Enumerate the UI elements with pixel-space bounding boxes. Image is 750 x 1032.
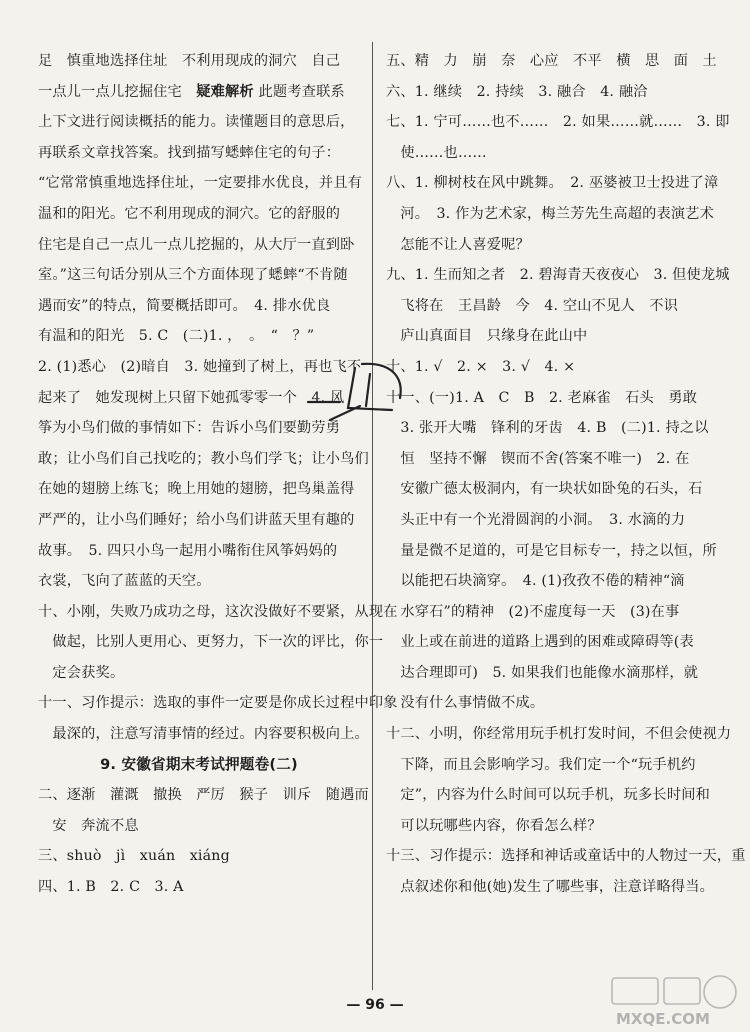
- right-answer-line: 八、1. 柳树枝在风中跳舞。 2. 巫婆被卫士投进了漳: [386, 175, 719, 192]
- left-answer-line: 十、小刚，失败乃成功之母，这次没做好不要紧，从现在: [38, 603, 398, 620]
- right-answer-line: 怎能不让人喜爱呢？: [386, 236, 530, 253]
- left-answer-line: 起来了 她发现树上只留下她孤零零一个 4. 风: [38, 389, 345, 406]
- page-number: — 96 —: [346, 997, 404, 1013]
- right-answer-line: 安徽广德太极洞内，有一块状如卧兔的石头，石: [386, 481, 703, 498]
- left-answer-line: 严严的，让小鸟们睡好；给小鸟们讲蓝天里有趣的: [38, 511, 355, 528]
- left-answer-line: 有温和的阳光 5. C (二)1. ， 。 “ ？”: [38, 328, 315, 345]
- right-answer-line: 量是微不足道的，可是它目标专一，持之以恒，所: [386, 542, 717, 559]
- left-answer-lines: [38, 46, 398, 750]
- left-answer-line: 做起，比别人更用心、更努力，下一次的评比，你一: [38, 634, 384, 651]
- left-answer-line: 足 慎重地选择住址 不利用现成的洞穴 自己: [38, 53, 341, 69]
- right-answer-line: 定”，内容为什么时间可以玩手机，玩多长时间和: [386, 787, 710, 804]
- left-answer-line: 二、逐渐 灌溉 撤换 严厉 猴子 训斥 随遇而: [38, 787, 369, 804]
- left-answer-line: 安 奔流不息: [38, 817, 139, 834]
- right-answer-line: 飞将在 王昌龄 今 4. 空山不见人 不识: [386, 297, 679, 314]
- right-answer-line: 点叙述你和他(她)发生了哪些事，注意详略得当。: [386, 879, 714, 896]
- left-answer-line: 一点儿一点儿挖掘住宅 疑难解析 此题考查联系: [38, 83, 345, 100]
- right-answer-line: 使……也……: [386, 144, 487, 161]
- left-answer-line: 定会获奖。: [38, 664, 125, 681]
- left-answer-line: 上下文进行阅读概括的能力。读懂题目的意思后，: [38, 114, 355, 131]
- right-answer-line: 可以玩哪些内容，你看怎么样？: [386, 817, 602, 834]
- right-answer-line: 3. 张开大嘴 锋利的牙齿 4. B (二)1. 持之以: [386, 420, 709, 437]
- right-answer-line: 下降，而且会影响学习。我们定一个“玩手机约: [386, 756, 696, 773]
- left-answer-line: 遇而安”的特点，简要概括即可。 4. 排水优良: [38, 297, 331, 314]
- left-answer-line: 最深的，注意写清事情的经过。内容要积极向上。: [38, 726, 369, 743]
- right-answer-line: 业上或在前进的道路上遇到的困难或障碍等(表: [386, 634, 694, 651]
- right-answer-line: 十一、(一)1. A C B 2. 老麻雀 石头 勇敢: [386, 389, 698, 406]
- left-answer-line: 衣裳，飞向了蓝蓝的天空。: [38, 573, 211, 590]
- right-answer-line: 五、精 力 崩 奈 心应 不平 横 思 面 土: [386, 53, 717, 69]
- left-column: [38, 46, 398, 903]
- left-answer-line: 故事。 5. 四只小鸟一起用小嘴衔住风筝妈妈的: [38, 542, 338, 559]
- left-answer-line: 敢；让小鸟们自己找吃的；教小鸟们学飞；让小鸟们: [38, 450, 369, 467]
- right-answer-line: 没有什么事情做不成。: [386, 695, 545, 712]
- right-answer-line: 十二、小明，你经常用玩手机打发时间，不但会使视力: [386, 726, 732, 743]
- right-answer-line: 六、1. 继续 2. 持续 3. 融合 4. 融洽: [386, 83, 648, 100]
- left-answer-line: 室。”这三句话分别从三个方面体现了蟋蟀“不肯随: [38, 267, 348, 284]
- left-answer-line: 在她的翅膀上练飞；晚上用她的翅膀，把鸟巢盖得: [38, 481, 355, 498]
- column-divider: [372, 42, 373, 990]
- right-answer-line: 水穿石”的精神 (2)不虚度每一天 (3)在事: [386, 603, 680, 620]
- right-answer-line: 以能把石块滴穿。 4. (1)孜孜不倦的精神“滴: [386, 573, 685, 590]
- right-answer-line: 七、1. 宁可……也不…… 2. 如果……就…… 3. 即: [386, 114, 730, 131]
- analysis-tag: 疑难解析: [196, 83, 254, 100]
- left-answer-line: 住宅是自己一点儿一点儿挖掘的，从大厅一直到卧: [38, 236, 355, 253]
- left-answer-line: “它常常慎重地选择住址，一定要排水优良，并且有: [38, 175, 362, 192]
- section-title: 9. 安徽省期末考试押题卷(二): [100, 755, 298, 773]
- right-answer-line: 恒 坚持不懈 锲而不舍(答案不唯一) 2. 在: [386, 450, 690, 467]
- left-answer-line: 温和的阳光。它不利用现成的洞穴。它的舒服的: [38, 205, 341, 222]
- left-answer-line: 筝为小鸟们做的事情如下：告诉小鸟们要勤劳勇: [38, 420, 341, 437]
- left-answer-line: 再联系文章找答案。找到描写蟋蟀住宅的句子：: [38, 144, 341, 161]
- right-answer-lines: [386, 46, 746, 903]
- right-answer-line: 十、1. √ 2. × 3. √ 4. ×: [386, 358, 576, 375]
- right-answer-line: 庐山真面目 只缘身在此山中: [386, 328, 588, 345]
- left-after-title-lines: [38, 780, 369, 902]
- left-answer-line: 四、1. B 2. C 3. A: [38, 879, 184, 896]
- left-answer-line: 十一、习作提示：选取的事件一定要是你成长过程中印象: [38, 695, 398, 712]
- right-answer-line: 十三、习作提示：选择和神话或童话中的人物过一天，重: [386, 848, 746, 865]
- right-answer-line: 九、1. 生而知之者 2. 碧海青天夜夜心 3. 但使龙城: [386, 267, 730, 284]
- right-column: [386, 46, 746, 903]
- left-answer-line: 2. (1)悉心 (2)暗自 3. 她撞到了树上，再也飞不: [38, 358, 362, 375]
- right-answer-line: 头正中有一个光滑圆润的小洞。 3. 水滴的力: [386, 511, 686, 528]
- svg-text:MXQE.COM: MXQE.COM: [616, 1010, 710, 1028]
- right-answer-line: 河。 3. 作为艺术家，梅兰芳先生高超的表演艺术: [386, 205, 715, 222]
- left-answer-line: 三、shuò jì xuán xiáng: [38, 848, 230, 865]
- right-answer-line: 达合理即可) 5. 如果我们也能像水滴那样，就: [386, 664, 699, 681]
